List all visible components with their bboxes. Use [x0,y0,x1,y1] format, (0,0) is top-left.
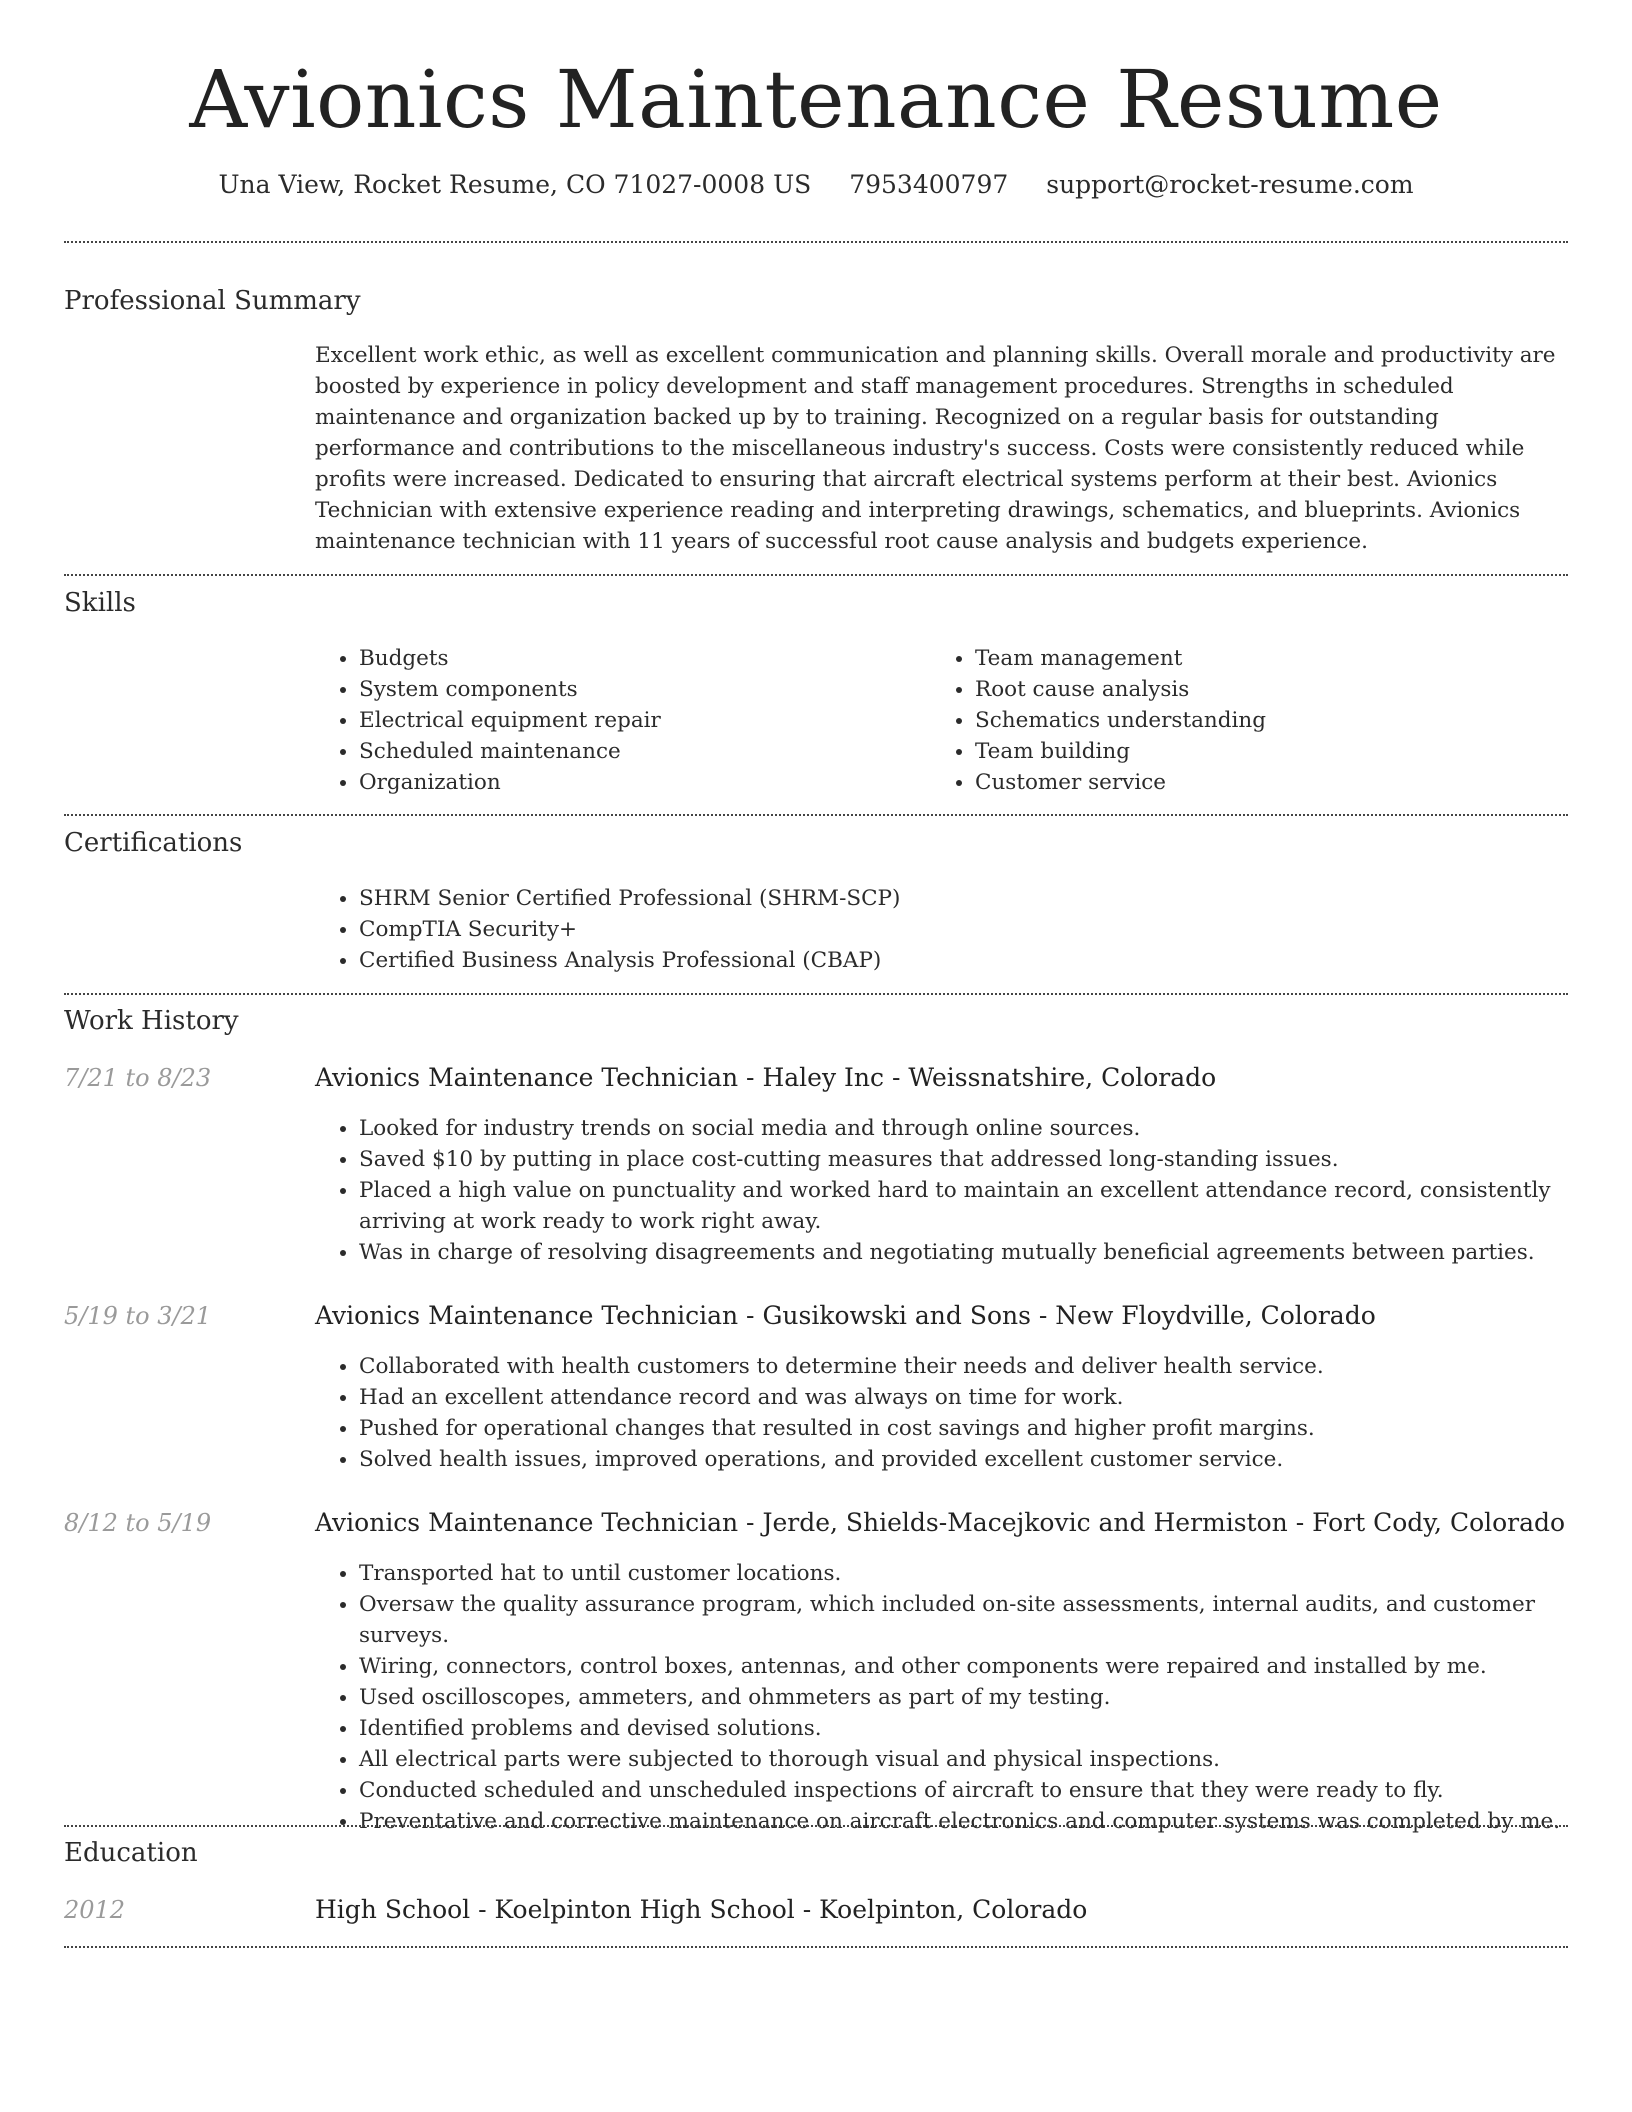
section-title-education: Education [64,1838,198,1868]
list-item: • Collaborated with health customers to determine their needs and deliver health service. [359,1351,1612,1382]
list-item: • Customer service [975,767,1575,798]
job-employer: Jerde, Shields-Macejkovic and Hermiston - Fort Cody, Colorado [762,1508,1566,1537]
list-item: • CompTIA Security+ [359,914,1559,945]
summary-text: Excellent work ethic, as well as excellent communication and planning skills. Overall morale and productivity are boosted by experience in policy development and staff management procedures. Strengths in scheduled maintenance and organization backed up by to training. Recognized on a regular basis for outstanding performance and contributions to the miscellaneous industry's success. Costs were consistently reduced while profits were increased. Dedicated to ensuring that aircraft electrical systems perform at their best. Avionics Technician with extensive experience reading and interpreting drawings, schematics, and blueprints. Avionics maintenance technician with 11 years of successful root cause analysis and budgets experience. [315,343,1556,554]
contact-email[interactable]: support@rocket-resume.com [1046,170,1414,199]
certifications-list [315,883,1559,976]
job-title: Avionics Maintenance Technician [315,1063,739,1092]
list-item: • Transported hat to until customer locations. [359,1558,1612,1589]
list-item: • Schematics understanding [975,705,1575,736]
job-dates: 8/12 to 5/19 [64,1509,212,1537]
list-item: • Saved $10 by putting in place cost-cutting measures that addressed long-standing issues. [359,1144,1612,1175]
list-item: • Used oscilloscopes, ammeters, and ohmmeters as part of my testing. [359,1682,1612,1713]
section-title-work: Work History [64,1006,239,1036]
section-title-skills: Skills [64,588,136,618]
job-heading: Avionics Maintenance Technician - Haley Inc - Weissnatshire, Colorado [315,1063,1217,1092]
job-bullets [315,1113,1612,1268]
divider [64,241,1568,243]
list-item: • Preventative and corrective maintenance on aircraft electronics and computer systems was completed by me. [359,1806,1612,1837]
job-bullets [315,1351,1612,1475]
list-item: • Placed a high value on punctuality and worked hard to maintain an excellent attendance record, consistently arriving at work ready to work right away. [359,1175,1612,1237]
education-heading: High School - Koelpinton High School - Koelpinton, Colorado [315,1895,1088,1924]
list-item: • Scheduled maintenance [359,736,919,767]
education-school: Koelpinton High School - Koelpinton, Colorado [494,1895,1088,1924]
section-title-certifications: Certifications [64,828,243,858]
job-employer: Haley Inc - Weissnatshire, Colorado [762,1063,1217,1092]
job-employer: Gusikowski and Sons - New Floydville, Colorado [762,1301,1376,1330]
skills-list-right [931,643,1575,798]
list-item: • Conducted scheduled and unscheduled inspections of aircraft to ensure that they were ready to fly. [359,1775,1612,1806]
divider [64,574,1568,576]
job-dates: 7/21 to 8/23 [64,1064,212,1092]
contact-line [0,167,1632,203]
section-title-summary: Professional Summary [64,286,361,316]
list-item: • Solved health issues, improved operations, and provided excellent customer service. [359,1444,1612,1475]
job-heading: Avionics Maintenance Technician - Gusikowski and Sons - New Floydville, Colorado [315,1301,1376,1330]
list-item: • System components [359,674,919,705]
list-item: • Oversaw the quality assurance program, which included on-site assessments, internal audits, and customer surveys. [359,1589,1612,1651]
list-item: • Electrical equipment repair [359,705,919,736]
job-title: Avionics Maintenance Technician [315,1301,739,1330]
list-item: • Was in charge of resolving disagreements and negotiating mutually beneficial agreements between parties. [359,1237,1612,1268]
list-item: • Organization [359,767,919,798]
divider [64,1825,1568,1827]
resume-title: Avionics Maintenance Resume [189,53,1443,146]
list-item: • SHRM Senior Certified Professional (SHRM-SCP) [359,883,1559,914]
list-item: • Pushed for operational changes that resulted in cost savings and higher profit margins. [359,1413,1612,1444]
job-title: Avionics Maintenance Technician [315,1508,739,1537]
job-heading: Avionics Maintenance Technician - Jerde, Shields-Macejkovic and Hermiston - Fort Cody, Colorado [315,1508,1566,1537]
list-item: • All electrical parts were subjected to thorough visual and physical inspections. [359,1744,1612,1775]
skills-list-left [315,643,919,798]
list-item: • Certified Business Analysis Professional (CBAP) [359,945,1559,976]
job-bullets [315,1558,1612,1837]
list-item: • Budgets [359,643,919,674]
education-degree: High School [315,1895,471,1924]
list-item: • Had an excellent attendance record and was always on time for work. [359,1382,1612,1413]
list-item: • Team building [975,736,1575,767]
list-item: • Team management [975,643,1575,674]
list-item: • Looked for industry trends on social media and through online sources. [359,1113,1612,1144]
list-item: • Identified problems and devised solutions. [359,1713,1612,1744]
job-dates: 5/19 to 3/21 [64,1302,212,1330]
list-item: • Root cause analysis [975,674,1575,705]
contact-address: Una View, Rocket Resume, CO 71027-0008 US [218,170,812,199]
education-year: 2012 [64,1896,126,1924]
divider [64,814,1568,816]
list-item: • Wiring, connectors, control boxes, antennas, and other components were repaired and installed by me. [359,1651,1612,1682]
divider [64,1946,1568,1948]
contact-phone: 7953400797 [849,170,1009,199]
divider [64,993,1568,995]
